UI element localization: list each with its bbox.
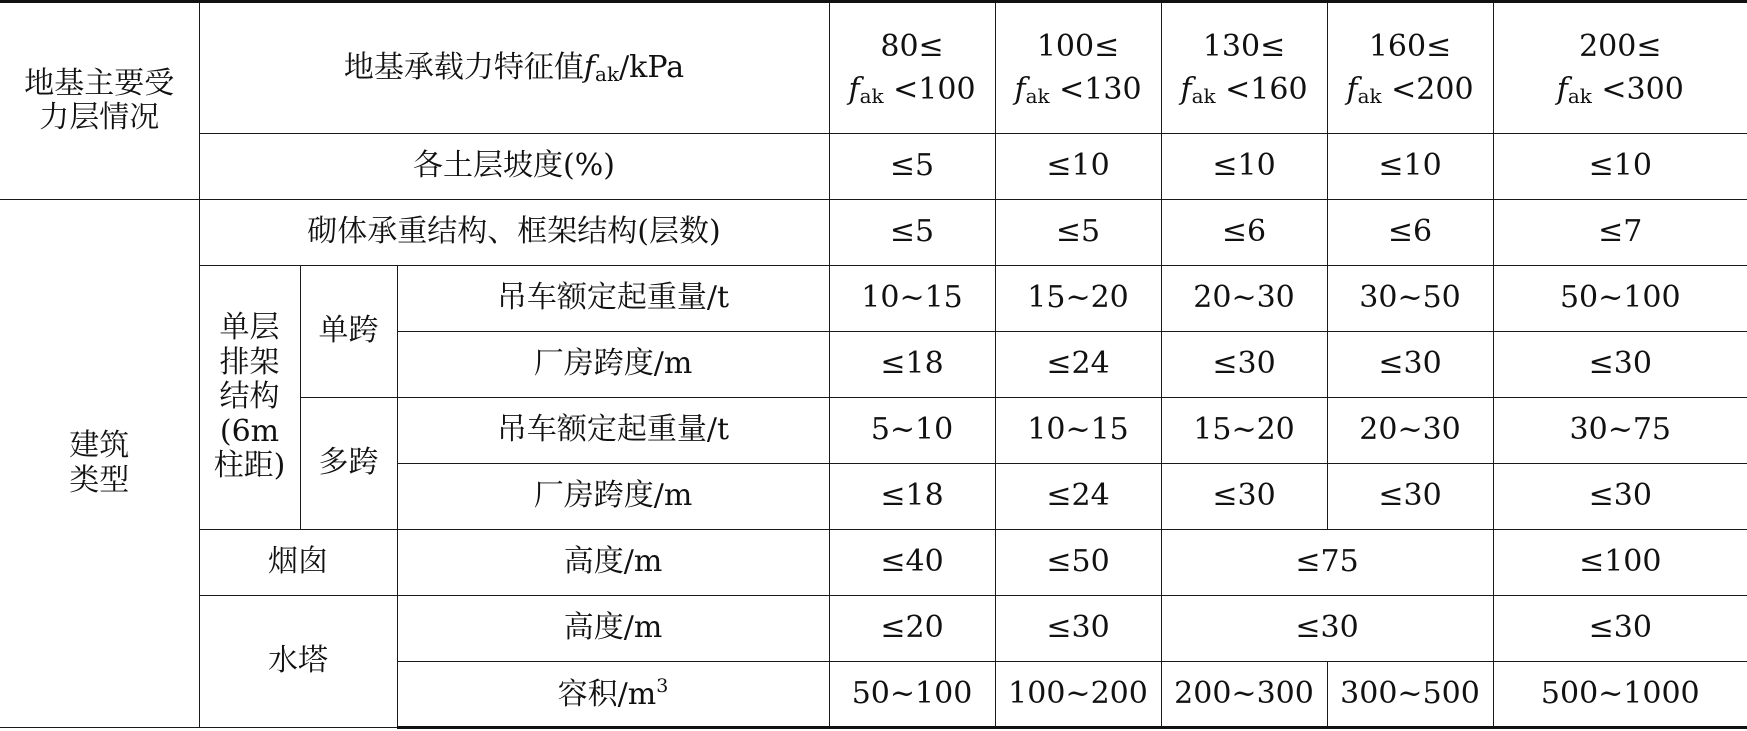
water-tower-height-value: ≤30 xyxy=(1161,596,1493,662)
single-layer-line: 排架 xyxy=(219,344,280,380)
chimney-height-value: ≤100 xyxy=(1493,530,1747,596)
multi-span-width-value: ≤30 xyxy=(1493,464,1747,530)
water-tower-volume-value: 200~300 xyxy=(1161,662,1327,728)
water-tower-volume-value: 500~1000 xyxy=(1493,662,1747,728)
chimney-height-label: 高度/m xyxy=(397,530,829,596)
water-tower-height-value: ≤30 xyxy=(995,596,1161,662)
water-tower-height-value: ≤30 xyxy=(1493,596,1747,662)
multi-span-crane-value: 15~20 xyxy=(1161,398,1327,464)
range-symbol: f xyxy=(1556,72,1568,107)
water-tower-height-label: 高度/m xyxy=(397,596,829,662)
single-span-width-label: 厂房跨度/m xyxy=(397,332,829,398)
multi-span-crane-label: 吊车额定起重量/t xyxy=(397,398,829,464)
single-span-crane-value: 20~30 xyxy=(1161,266,1327,332)
range-low: 80≤ xyxy=(880,28,944,64)
single-span-width-value: ≤30 xyxy=(1493,332,1747,398)
range-header-1 xyxy=(995,2,1161,134)
water-tower-volume-label xyxy=(397,662,829,728)
water-tower-height-value: ≤20 xyxy=(829,596,995,662)
range-header-3 xyxy=(1327,2,1493,134)
multi-span-crane-value: 5~10 xyxy=(829,398,995,464)
single-span-width-value: ≤18 xyxy=(829,332,995,398)
slope-label: 各土层坡度(%) xyxy=(199,134,829,200)
building-type-line1: 建筑 xyxy=(69,428,130,463)
single-span-label: 单跨 xyxy=(300,266,397,398)
chimney-row xyxy=(0,530,1747,596)
chimney-label: 烟囱 xyxy=(199,530,397,596)
range-subscript: ak xyxy=(859,84,884,108)
multi-span-crane-value: 10~15 xyxy=(995,398,1161,464)
single-layer-line: 柱距) xyxy=(213,448,286,484)
single-span-crane-value: 10~15 xyxy=(829,266,995,332)
header-left-line2: 力层情况 xyxy=(39,100,160,135)
chimney-height-value: ≤75 xyxy=(1161,530,1493,596)
single-layer-line: 结构 xyxy=(219,379,280,415)
multi-span-crane-value: 20~30 xyxy=(1327,398,1493,464)
multi-span-crane-value: 30~75 xyxy=(1493,398,1747,464)
slope-value: ≤10 xyxy=(1493,134,1747,200)
fak-subscript: ak xyxy=(595,61,620,86)
range-high: <130 xyxy=(1049,72,1142,107)
single-span-width-value: ≤30 xyxy=(1161,332,1327,398)
single-span-crane-row xyxy=(0,266,1747,332)
range-low: 100≤ xyxy=(1036,28,1120,64)
masonry-value: ≤6 xyxy=(1161,200,1327,266)
multi-span-width-value: ≤30 xyxy=(1161,464,1327,530)
slope-value: ≤10 xyxy=(1161,134,1327,200)
volume-label-superscript: 3 xyxy=(656,674,669,697)
single-span-width-value: ≤30 xyxy=(1327,332,1493,398)
range-symbol: f xyxy=(1014,72,1026,107)
chimney-height-value: ≤40 xyxy=(829,530,995,596)
single-span-crane-value: 15~20 xyxy=(995,266,1161,332)
slope-value: ≤10 xyxy=(995,134,1161,200)
header-left-label xyxy=(0,2,199,200)
multi-span-width-value: ≤30 xyxy=(1327,464,1493,530)
building-type-line2: 类型 xyxy=(69,462,130,498)
masonry-value: ≤5 xyxy=(829,200,995,266)
single-span-crane-value: 50~100 xyxy=(1493,266,1747,332)
fak-header-cell xyxy=(199,2,829,134)
masonry-value: ≤6 xyxy=(1327,200,1493,266)
range-high: <160 xyxy=(1215,72,1308,107)
multi-span-label: 多跨 xyxy=(300,398,397,530)
range-symbol: f xyxy=(1346,72,1358,107)
slope-value: ≤10 xyxy=(1327,134,1493,200)
header-row xyxy=(0,2,1747,134)
range-header-0 xyxy=(829,2,995,134)
single-layer-line: (6m xyxy=(219,413,280,449)
range-subscript: ak xyxy=(1191,84,1216,108)
range-low: 160≤ xyxy=(1368,28,1452,64)
masonry-value: ≤7 xyxy=(1493,200,1747,266)
single-layer-frame-label xyxy=(199,266,300,530)
range-high: <100 xyxy=(883,72,976,107)
range-low: 200≤ xyxy=(1579,28,1662,64)
fak-unit: /kPa xyxy=(619,49,685,85)
masonry-row xyxy=(0,200,1747,266)
range-low: 130≤ xyxy=(1202,28,1286,64)
single-span-crane-label: 吊车额定起重量/t xyxy=(397,266,829,332)
range-high: <200 xyxy=(1381,72,1474,107)
slope-row xyxy=(0,134,1747,200)
range-header-4 xyxy=(1493,2,1747,134)
single-layer-line: 单层 xyxy=(219,310,280,346)
fak-symbol: f xyxy=(583,49,596,85)
water-tower-volume-value: 50~100 xyxy=(829,662,995,728)
single-span-width-value: ≤24 xyxy=(995,332,1161,398)
range-subscript: ak xyxy=(1357,84,1382,108)
water-tower-volume-value: 300~500 xyxy=(1327,662,1493,728)
range-header-2 xyxy=(1161,2,1327,134)
chimney-height-value: ≤50 xyxy=(995,530,1161,596)
masonry-value: ≤5 xyxy=(995,200,1161,266)
range-symbol: f xyxy=(848,72,860,107)
slope-value: ≤5 xyxy=(829,134,995,200)
multi-span-width-label: 厂房跨度/m xyxy=(397,464,829,530)
multi-span-width-value: ≤24 xyxy=(995,464,1161,530)
masonry-label: 砌体承重结构、框架结构(层数) xyxy=(199,200,829,266)
multi-span-width-value: ≤18 xyxy=(829,464,995,530)
single-span-crane-value: 30~50 xyxy=(1327,266,1493,332)
range-subscript: ak xyxy=(1567,84,1592,108)
water-tower-label: 水塔 xyxy=(199,596,397,728)
header-left-line1: 地基主要受 xyxy=(24,65,175,101)
building-type-label xyxy=(0,200,199,728)
fak-label-prefix: 地基承载力特征值 xyxy=(343,49,584,85)
volume-label-prefix: 容积/m xyxy=(557,676,657,712)
water-tower-volume-value: 100~200 xyxy=(995,662,1161,728)
water-tower-height-row xyxy=(0,596,1747,662)
range-high: <300 xyxy=(1591,72,1684,107)
range-symbol: f xyxy=(1180,72,1192,107)
range-subscript: ak xyxy=(1025,84,1050,108)
